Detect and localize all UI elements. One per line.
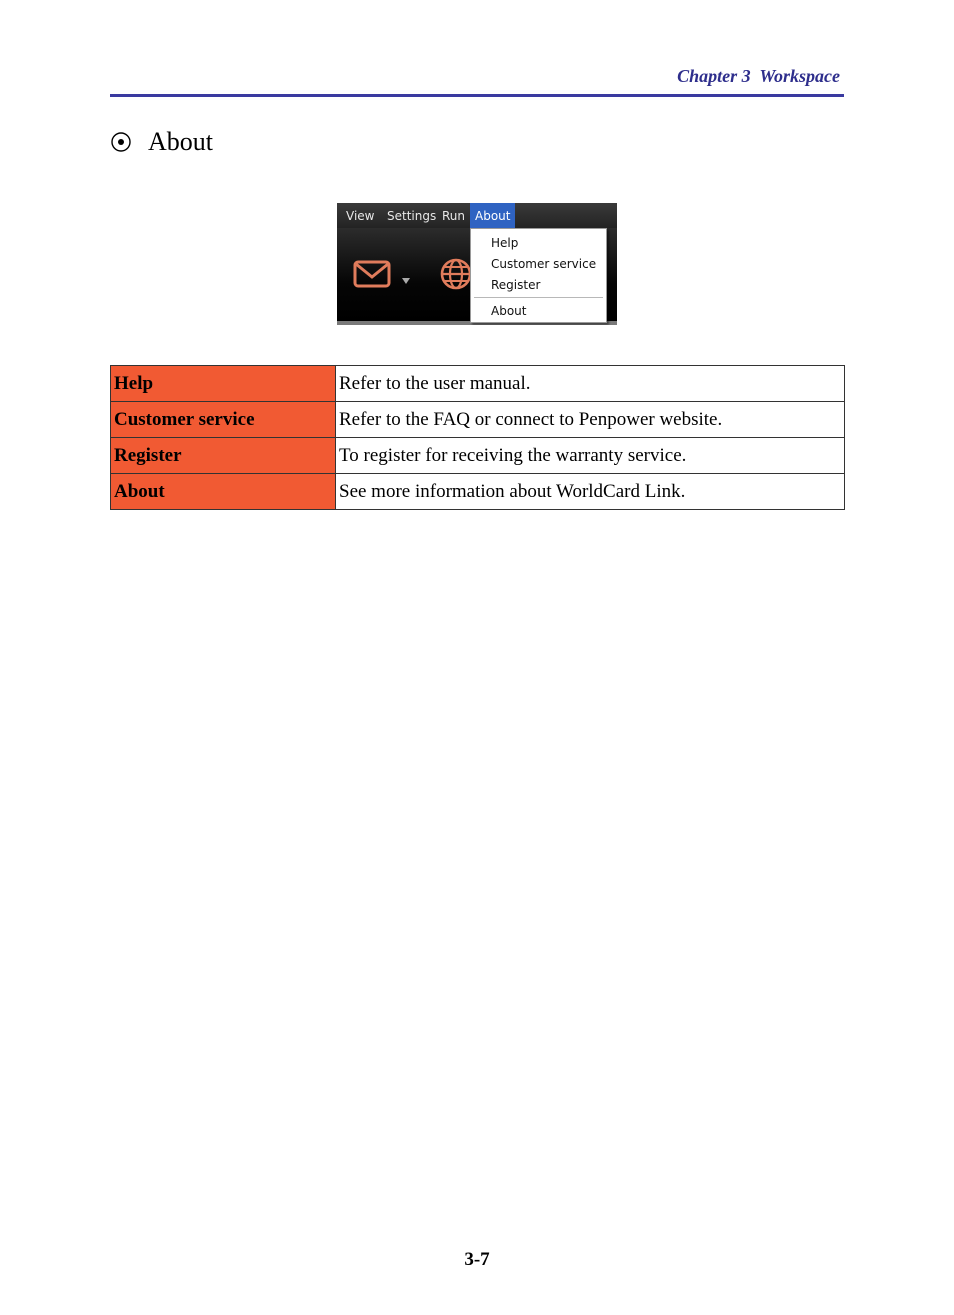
circled-dot-icon [110,131,132,153]
menu-screenshot [337,203,617,325]
menu-item-about[interactable]: About [491,304,527,318]
term-cell: Customer service [111,402,336,438]
about-dropdown-menu [470,228,607,323]
table-row [111,366,845,402]
table-row [111,474,845,510]
menu-run[interactable]: Run [442,209,466,223]
header-rule [110,94,844,97]
menu-view[interactable]: View [346,209,375,223]
table-row [111,438,845,474]
dropdown-caret-icon[interactable] [401,277,411,285]
description-cell: Refer to the user manual. [336,366,845,402]
menu-settings[interactable]: Settings [387,209,437,223]
chapter-header: Chapter 3 Workspace [677,66,840,86]
about-menu-table [110,365,845,510]
menu-about[interactable]: About [470,203,515,228]
mail-icon[interactable] [353,260,391,288]
description-cell: See more information about WorldCard Link. [336,474,845,510]
term-cell: About [111,474,336,510]
description-cell: Refer to the FAQ or connect to Penpower website. [336,402,845,438]
term-cell: Register [111,438,336,474]
section-title: About [148,127,213,156]
description-cell: To register for receiving the warranty service. [336,438,845,474]
menu-item-register[interactable]: Register [491,278,541,292]
page-number: 3-7 [464,1249,490,1270]
globe-icon[interactable] [439,257,473,291]
menu-separator [474,297,603,298]
table-row [111,402,845,438]
menu-item-customer-service[interactable]: Customer service [491,257,597,271]
section-heading [110,126,213,158]
menu-item-help[interactable]: Help [491,236,519,250]
term-cell: Help [111,366,336,402]
menubar [337,203,617,228]
